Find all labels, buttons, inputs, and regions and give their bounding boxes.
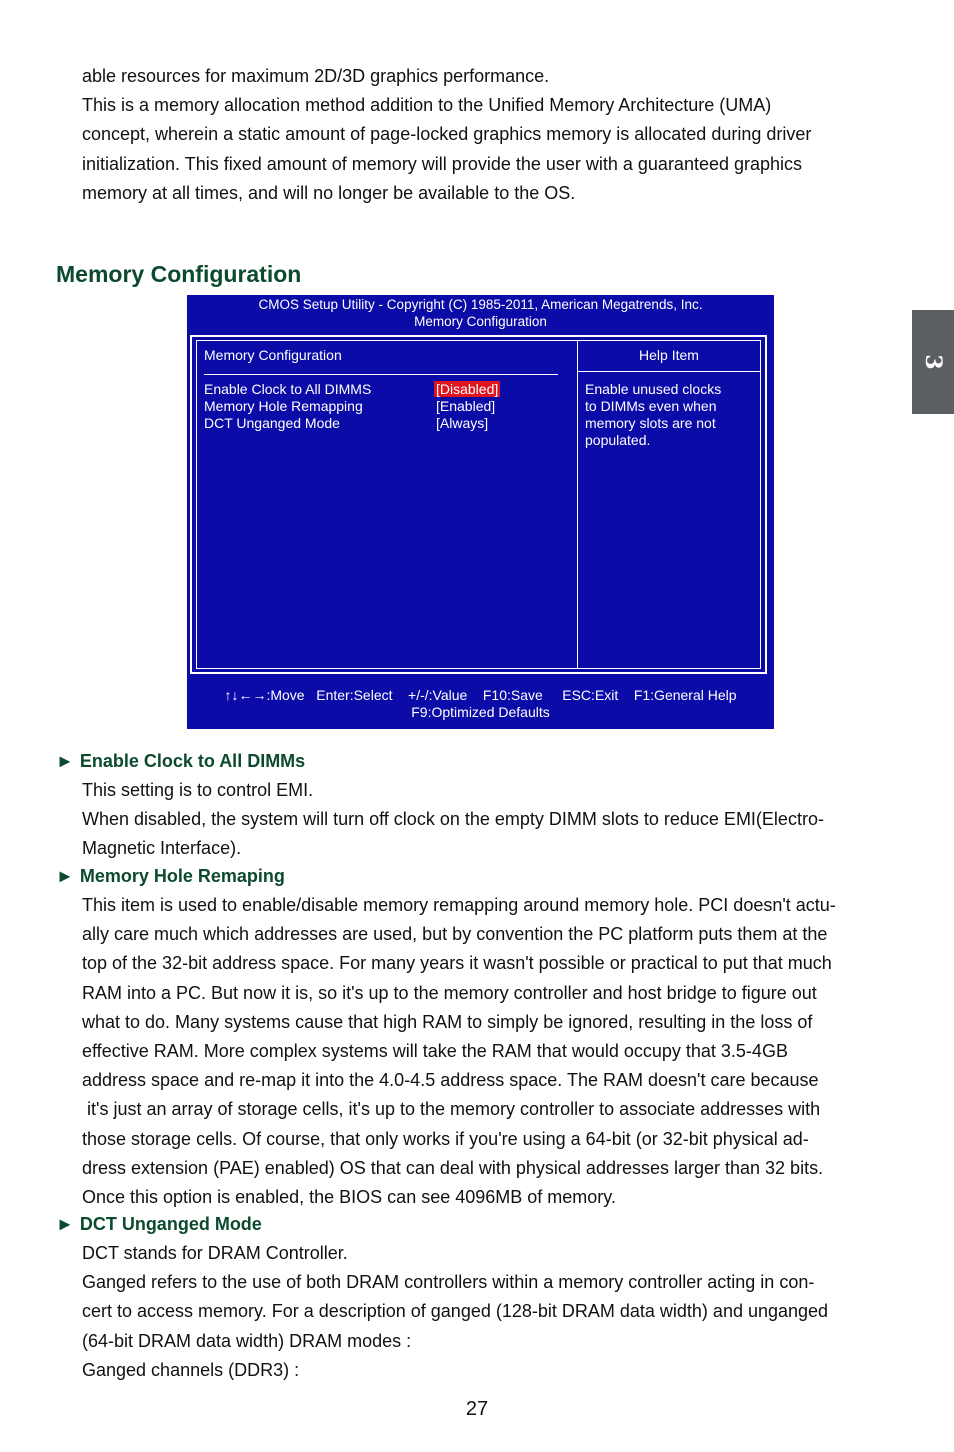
text-line: it's just an array of storage cells, it's up to the memory controller to associate addresses with bbox=[82, 1099, 821, 1120]
bios-help-header: Help Item bbox=[639, 347, 699, 363]
help-line: to DIMMs even when bbox=[585, 398, 717, 414]
bios-row-label: DCT Unganged Mode bbox=[204, 415, 340, 431]
subsection-title: Memory Hole Remaping bbox=[79, 866, 285, 886]
section-title: Memory Configuration bbox=[56, 261, 302, 287]
bios-key-legend bbox=[187, 687, 774, 721]
text-line: This setting is to control EMI. bbox=[82, 780, 314, 800]
text-line: those storage cells. Of course, that only works if you're using a 64-bit (or 32-bit physical ad- bbox=[82, 1128, 809, 1149]
subsection-body bbox=[82, 1239, 902, 1385]
bios-row-label: Enable Clock to All DIMMS bbox=[204, 381, 372, 397]
subsection-title: Enable Clock to All DIMMs bbox=[79, 751, 306, 771]
bios-section-header: Memory Configuration bbox=[204, 347, 342, 363]
text-line: able resources for maximum 2D/3D graphics performance. bbox=[82, 66, 550, 86]
text-line: (64-bit DRAM data width) DRAM modes : bbox=[82, 1330, 412, 1351]
text-line: what to do. Many systems cause that high RAM to simply be ignored, resulting in the loss of bbox=[82, 1011, 813, 1032]
bios-frame bbox=[190, 335, 767, 674]
text-line: Ganged refers to the use of both DRAM controllers within a memory controller acting in con- bbox=[82, 1272, 815, 1293]
text-line: Once this option is enabled, the BIOS can see 4096MB of memory. bbox=[82, 1187, 616, 1208]
bios-subtitle-line: Memory Configuration bbox=[414, 314, 547, 329]
intro-paragraph bbox=[82, 62, 902, 208]
text-line: cert to access memory. For a description of ganged (128-bit DRAM data width) and unganged bbox=[82, 1301, 829, 1322]
bios-row-label: Memory Hole Remapping bbox=[204, 398, 363, 414]
bios-left-rule bbox=[204, 374, 558, 375]
text-line: memory at all times, and will no longer be available to the OS. bbox=[82, 182, 576, 203]
chapter-tab-label: 3 bbox=[920, 354, 946, 370]
text-line: ally care much which addresses are used, but by convention the PC platform puts them at the bbox=[82, 924, 828, 945]
triangle-right-icon: ► bbox=[56, 866, 74, 886]
text-line: top of the 32-bit address space. For many years it wasn't possible or practical to put that much bbox=[82, 953, 832, 974]
text-line: Magnetic Interface). bbox=[82, 838, 242, 859]
text-line: DCT stands for DRAM Controller. bbox=[82, 1243, 348, 1263]
text-line: RAM into a PC. But now it is, so it's up to the memory controller and host bridge to figure out bbox=[82, 982, 817, 1003]
subsection-title: DCT Unganged Mode bbox=[79, 1214, 262, 1234]
bios-panel bbox=[196, 340, 761, 669]
text-line: This is a memory allocation method addition to the Unified Memory Architecture (UMA) bbox=[82, 95, 772, 116]
text-line: address space and re-map it into the 4.0-4.5 address space. The RAM doesn't care because bbox=[82, 1070, 819, 1091]
help-line: memory slots are not bbox=[585, 415, 716, 431]
subsection-body bbox=[82, 891, 902, 1212]
bios-title-line: CMOS Setup Utility - Copyright (C) 1985-2011, American Megatrends, Inc. bbox=[258, 297, 703, 312]
text-line: initialization. This fixed amount of memory will provide the user with a guaranteed graphics bbox=[82, 153, 803, 174]
bios-keys-line: F9:Optimized Defaults bbox=[411, 704, 550, 720]
help-line: Enable unused clocks bbox=[585, 381, 722, 397]
subsection-heading bbox=[56, 1214, 262, 1235]
bios-row-value[interactable]: [Disabled] bbox=[436, 381, 499, 397]
subsection-body bbox=[82, 776, 902, 864]
triangle-right-icon: ► bbox=[56, 751, 74, 771]
text-line: concept, wherein a static amount of page-locked graphics memory is allocated during driver bbox=[82, 124, 812, 145]
help-line: populated. bbox=[585, 432, 651, 448]
bios-divider bbox=[577, 341, 578, 668]
bios-help-rule bbox=[578, 371, 760, 372]
text-line: effective RAM. More complex systems will take the RAM that would occupy that 3.5-4GB bbox=[82, 1041, 788, 1062]
text-line: Ganged channels (DDR3) : bbox=[82, 1359, 300, 1380]
bios-row-value[interactable]: [Enabled] bbox=[436, 398, 496, 414]
bios-row-memory-hole[interactable] bbox=[204, 398, 564, 415]
bios-title bbox=[187, 296, 774, 330]
triangle-right-icon: ► bbox=[56, 1214, 74, 1234]
bios-help-text bbox=[585, 381, 755, 449]
text-line: dress extension (PAE) enabled) OS that can deal with physical addresses larger than 32 bits. bbox=[82, 1157, 824, 1178]
text-line: This item is used to enable/disable memory remapping around memory hole. PCI doesn't actu- bbox=[82, 895, 836, 915]
bios-keys-line: ↑↓←→:Move Enter:Select +/-/:Value F10:Save ESC:Exit F1:General Help bbox=[224, 687, 737, 703]
bios-screen bbox=[187, 295, 774, 729]
text-line: When disabled, the system will turn off clock on the empty DIMM slots to reduce EMI(Electro- bbox=[82, 809, 824, 830]
chapter-tab bbox=[912, 310, 954, 414]
bios-row-value[interactable]: [Always] bbox=[436, 415, 489, 431]
bios-row-enable-clock[interactable] bbox=[204, 381, 564, 398]
bios-row-dct-unganged[interactable] bbox=[204, 415, 564, 432]
subsection-heading bbox=[56, 866, 285, 887]
page-number: 27 bbox=[465, 1398, 489, 1420]
subsection-heading bbox=[56, 751, 305, 772]
